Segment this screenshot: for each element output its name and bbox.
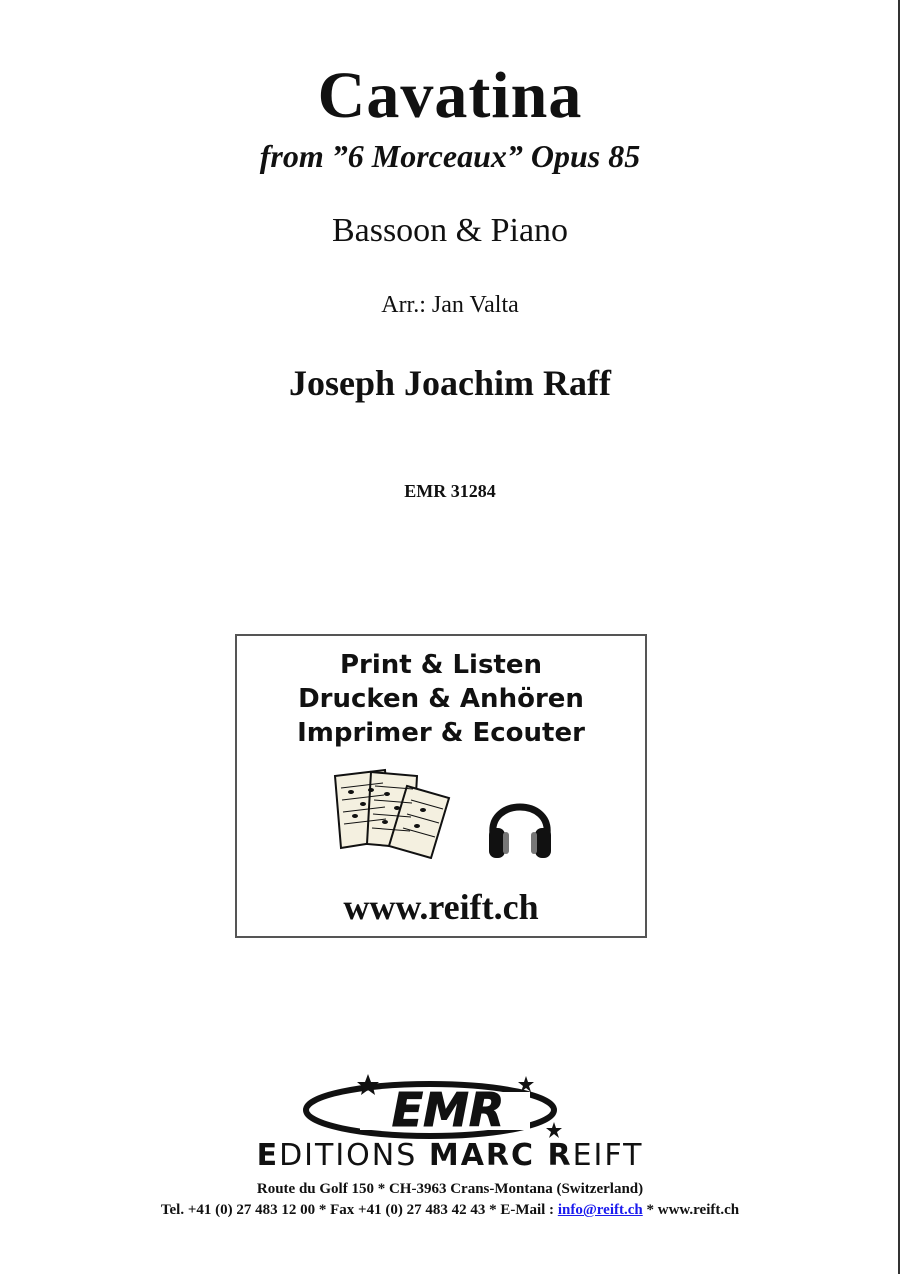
headphones-icon: [485, 784, 555, 864]
composer: Joseph Joachim Raff: [289, 363, 611, 403]
publisher-contact: Tel. +41 (0) 27 483 12 00 * Fax +41 (0) 27 483 42 43 * E-Mail : info@reift.ch * www.reift.ch: [160, 1202, 740, 1218]
instrumentation: Bassoon & Piano: [331, 212, 569, 249]
publisher-address: Route du Golf 150 * CH-3963 Crans-Montana (Switzerland): [256, 1181, 644, 1197]
promo-line-en: Print & Listen: [339, 650, 543, 680]
promo-url[interactable]: www.reift.ch: [343, 887, 539, 927]
promo-line-fr: Imprimer & Ecouter: [297, 718, 585, 748]
promo-line-de: Drucken & Anhören: [298, 684, 584, 714]
sheet-music-icon: [327, 764, 457, 859]
svg-text:EMR: EMR: [391, 1083, 505, 1137]
emr-logo: [300, 1070, 590, 1142]
print-listen-box: [235, 634, 647, 938]
publisher-name: EDITIONS MARC REIFT: [256, 1138, 644, 1173]
catalog-number: EMR 31284: [404, 481, 496, 501]
arranger: Arr.: Jan Valta: [381, 292, 519, 318]
email-link[interactable]: info@reift.ch: [557, 1202, 643, 1218]
score-subtitle: from ”6 Morceaux” Opus 85: [259, 138, 641, 174]
score-title: Cavatina: [317, 59, 583, 132]
